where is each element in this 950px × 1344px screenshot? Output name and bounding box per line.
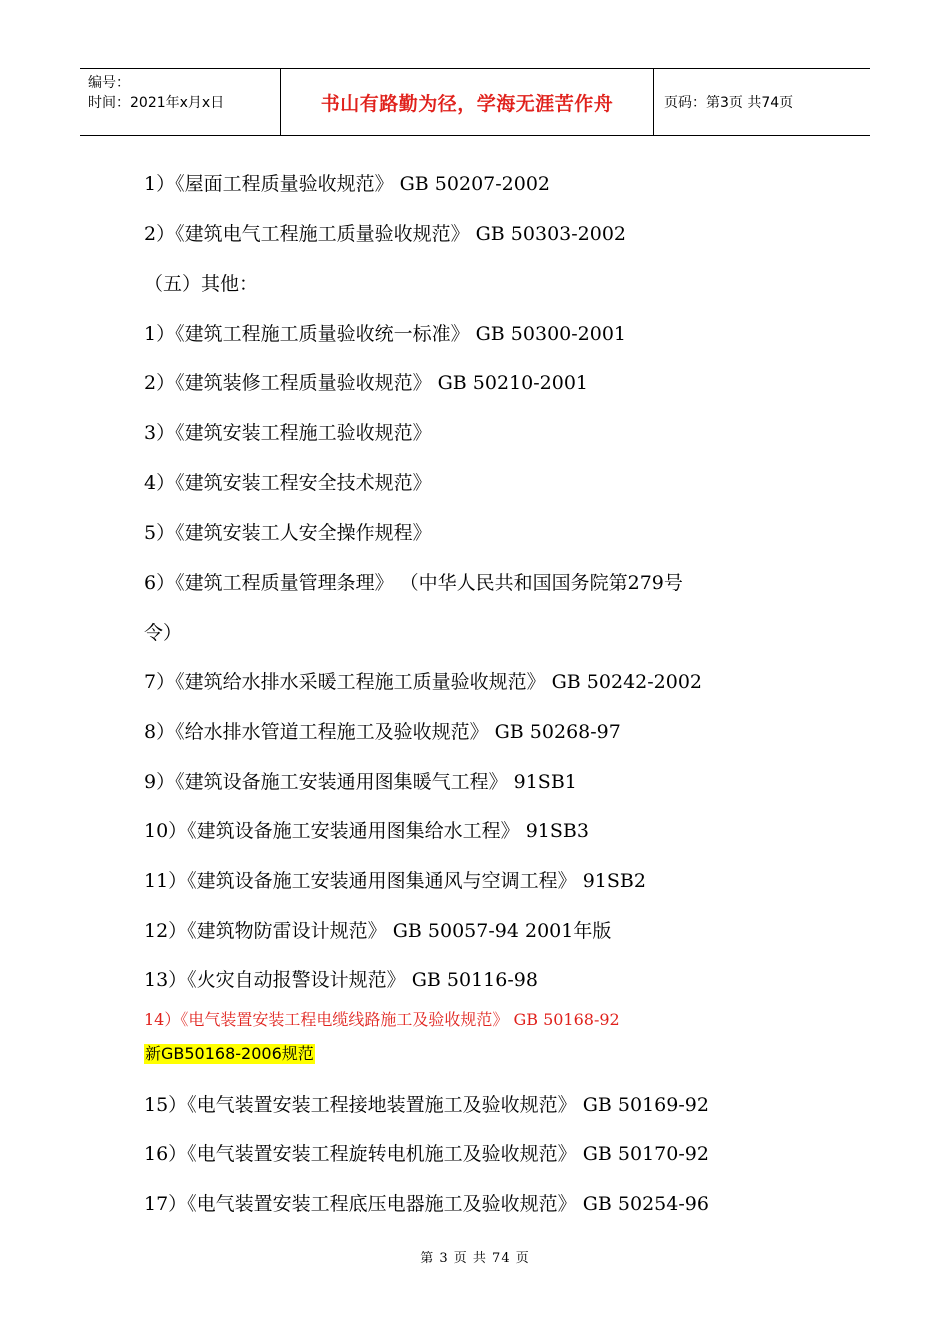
highlighted-note: 新GB50168-2006规范 [145, 1044, 314, 1063]
list-item: 13）《火灾自动报警设计规范》 GB 50116-98 [144, 969, 538, 991]
list-item: 2）《建筑电气工程施工质量验收规范》 GB 50303-2002 [144, 223, 627, 245]
list-item: 2）《建筑装修工程质量验收规范》 GB 50210-2001 [144, 372, 589, 394]
list-item: 1）《建筑工程施工质量验收统一标准》 GB 50300-2001 [144, 323, 627, 345]
header-table [80, 68, 870, 136]
list-item: 3）《建筑安装工程施工验收规范》 [144, 422, 432, 444]
header-page-cell [654, 69, 870, 135]
header-page-number: 页码：第3页 共74页 [664, 95, 794, 111]
list-item: 1）《屋面工程质量验收规范》 GB 50207-2002 [144, 173, 551, 195]
header-meta-cell [80, 69, 281, 135]
list-item: 5）《建筑安装工人安全操作规程》 [144, 522, 432, 544]
list-item: 11）《建筑设备施工安装通用图集通风与空调工程》 91SB2 [144, 870, 646, 892]
header-motto: 书山有路勤为径，学海无涯苦作舟 [320, 92, 614, 115]
section-heading: （五）其他： [144, 273, 259, 295]
list-item-continuation: 令） [144, 622, 183, 644]
header-motto-cell [281, 69, 654, 135]
document-number-label: 编号： [88, 75, 130, 91]
document-time-label: 时间：2021年x月x日 [88, 95, 225, 111]
page-footer: 第 3 页 共 74 页 [420, 1251, 530, 1266]
list-item: 17）《电气装置安装工程底压电器施工及验收规范》 GB 50254-96 [144, 1193, 709, 1215]
list-item: 12）《建筑物防雷设计规范》 GB 50057-94 2001年版 [144, 920, 612, 942]
list-item: 10）《建筑设备施工安装通用图集给水工程》 91SB3 [144, 820, 589, 842]
list-item: 8）《给水排水管道工程施工及验收规范》 GB 50268-97 [144, 721, 621, 743]
list-item: 16）《电气装置安装工程旋转电机施工及验收规范》 GB 50170-92 [144, 1143, 709, 1165]
list-item-highlighted-red: 14）《电气装置安装工程电缆线路施工及验收规范》 GB 50168-92 [144, 1010, 620, 1029]
list-item: 6）《建筑工程质量管理条理》 （中华人民共和国国务院第279号 [144, 572, 683, 594]
list-item: 9）《建筑设备施工安装通用图集暖气工程》 91SB1 [144, 771, 577, 793]
list-item: 15）《电气装置安装工程接地装置施工及验收规范》 GB 50169-92 [144, 1094, 709, 1116]
list-item: 4）《建筑安装工程安全技术规范》 [144, 472, 432, 494]
list-item: 7）《建筑给水排水采暖工程施工质量验收规范》 GB 50242-2002 [144, 671, 703, 693]
